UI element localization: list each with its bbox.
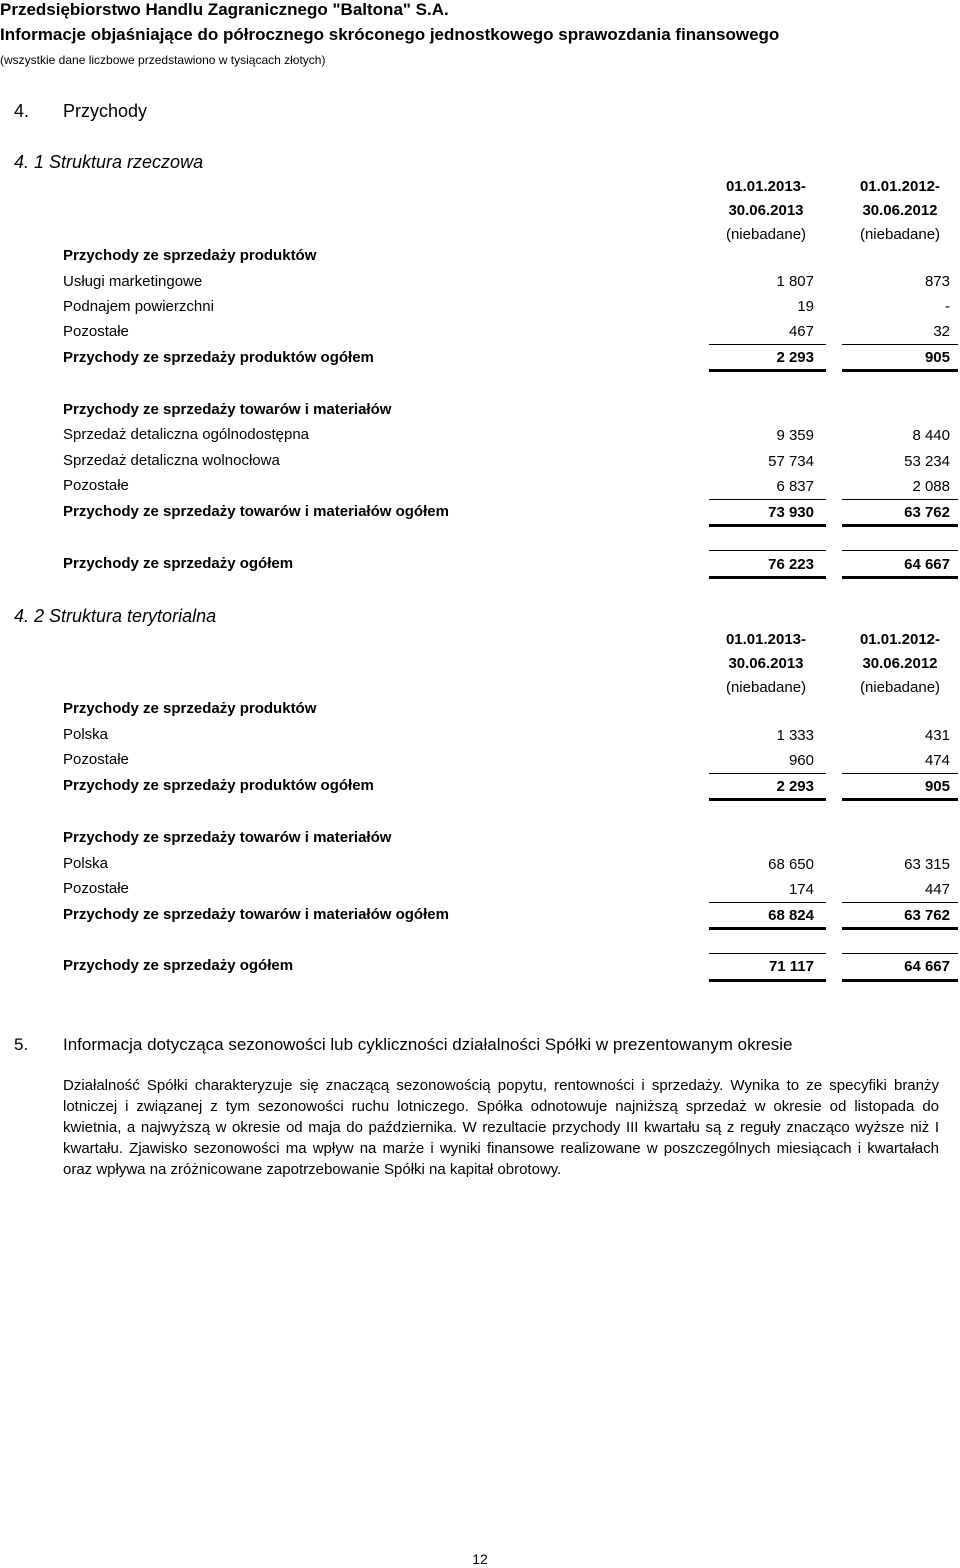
subsection-4-2-title: 4. 2 Struktura terytorialna [14, 606, 217, 626]
column-header-2013-status: (niebadane) [725, 679, 807, 696]
row-label: Polska [63, 726, 109, 743]
row-value-2013: 174 [788, 881, 814, 898]
column-header-2013-status: (niebadane) [725, 226, 807, 243]
section-heading: Przychody ze sprzedaży produktów [63, 700, 317, 717]
row-label: Polska [63, 855, 109, 872]
column-header-2012-status: (niebadane) [859, 226, 941, 243]
row-value-2013: 57 734 [768, 453, 814, 470]
column-header-2012-to: 30.06.2012 [862, 655, 938, 672]
total-label: Przychody ze sprzedaży produktów ogółem [63, 777, 374, 794]
section-heading: Przychody ze sprzedaży towarów i materiałów [63, 829, 392, 846]
row-label: Pozostałe [63, 323, 129, 340]
row-value-2012: 873 [924, 273, 950, 290]
total-value-2012: 63 762 [904, 907, 950, 924]
total-rule [709, 524, 826, 527]
section-4-title: Przychody [63, 101, 148, 121]
column-header-2012 [840, 175, 960, 247]
subtotal-rule [842, 773, 958, 774]
column-header-2013-from: 01.01.2013- [725, 178, 807, 195]
total-rule [842, 798, 958, 801]
column-header-2013-to: 30.06.2013 [728, 202, 804, 219]
section-5-number: 5. [14, 1035, 29, 1054]
row-label: Pozostałe [63, 751, 129, 768]
seasonality-paragraph: Działalność Spółki charakteryzuje się znaczącą sezonowością popytu, rentowności i sprzedaży. Wynika to ze specyfiki branży lotniczej i związanej z tym sezonowości ruchu lotniczego. Spółka odnotowuje najniższą sprzedaż w okresie od listopada do kwietnia, a najwyższą w okresie od maja do października. W rezultacie przychody III kwartału są z reguły znacząco wyższe niż I kwartału. Zjawisko sezonowości ma wpływ na marże i wyniki finansowe realizowane w poszczególnych miesiącach i kwartałach oraz wpływa na zróżnicowane zapotrzebowanie Spółki na kapitał obrotowy. [63, 1077, 939, 1178]
column-header-2013-from: 01.01.2013- [725, 631, 807, 648]
row-value-2013: 1 807 [776, 273, 814, 290]
subtotal-rule [842, 344, 958, 345]
grand-total-top-rule [709, 953, 826, 954]
row-label: Sprzedaż detaliczna wolnocłowa [63, 452, 280, 469]
grand-total-label: Przychody ze sprzedaży ogółem [63, 555, 294, 572]
section-4-number: 4. [14, 101, 30, 121]
row-value-2012: 63 315 [904, 856, 950, 873]
column-header-2012 [840, 628, 960, 700]
row-value-2012: 447 [924, 881, 950, 898]
total-value-2012: 905 [924, 778, 950, 795]
total-value-2013: 2 293 [776, 349, 814, 366]
company-name: Przedsiębiorstwo Handlu Zagranicznego "Baltona" S.A. [0, 0, 449, 19]
total-rule [842, 927, 958, 930]
column-header-2013 [706, 175, 826, 247]
total-rule [842, 524, 958, 527]
row-label: Pozostałe [63, 477, 129, 494]
grand-total-top-rule [842, 550, 958, 551]
column-header-2013 [706, 628, 826, 700]
row-value-2013: 68 650 [768, 856, 814, 873]
column-header-2012-from: 01.01.2012- [859, 178, 941, 195]
subsection-4-1-title: 4. 1 Struktura rzeczowa [14, 152, 204, 172]
units-note: (wszystkie dane liczbowe przedstawiono w tysiącach złotych) [0, 53, 326, 67]
row-value-2012: - [945, 298, 950, 315]
column-header-2012-to: 30.06.2012 [862, 202, 938, 219]
subtotal-rule [842, 902, 958, 903]
total-value-2013: 73 930 [768, 504, 814, 521]
grand-total-rule [842, 576, 958, 579]
subtotal-rule [709, 344, 826, 345]
total-rule [709, 369, 826, 372]
row-label: Usługi marketingowe [63, 273, 203, 290]
total-rule [709, 927, 826, 930]
subtotal-rule [709, 902, 826, 903]
column-header-2013-to: 30.06.2013 [728, 655, 804, 672]
row-value-2013: 6 837 [776, 478, 814, 495]
row-value-2012: 53 234 [904, 453, 950, 470]
row-value-2013: 467 [788, 323, 814, 340]
row-label: Pozostałe [63, 880, 129, 897]
row-label: Podnajem powierzchni [63, 298, 214, 315]
subtotal-rule [842, 499, 958, 500]
grand-total-value-2013: 71 117 [768, 958, 814, 975]
row-value-2012: 474 [924, 752, 950, 769]
section-heading: Przychody ze sprzedaży towarów i materiałów [63, 401, 392, 418]
total-rule [709, 798, 826, 801]
row-value-2013: 19 [797, 298, 814, 315]
row-value-2013: 960 [788, 752, 814, 769]
subtotal-rule [709, 773, 826, 774]
section-heading: Przychody ze sprzedaży produktów [63, 247, 317, 264]
column-header-2012-status: (niebadane) [859, 679, 941, 696]
total-value-2013: 68 824 [768, 907, 814, 924]
total-rule [842, 369, 958, 372]
subtotal-rule [709, 499, 826, 500]
page-number: 12 [472, 1551, 488, 1567]
grand-total-rule [709, 979, 826, 982]
grand-total-top-rule [709, 550, 826, 551]
grand-total-label: Przychody ze sprzedaży ogółem [63, 957, 294, 974]
row-label: Sprzedaż detaliczna ogólnodostępna [63, 426, 310, 443]
row-value-2012: 2 088 [912, 478, 950, 495]
grand-total-value-2012: 64 667 [904, 556, 950, 573]
grand-total-rule [709, 576, 826, 579]
row-value-2013: 9 359 [776, 427, 814, 444]
total-value-2012: 905 [924, 349, 950, 366]
total-label: Przychody ze sprzedaży towarów i materiałów ogółem [63, 906, 449, 923]
total-value-2013: 2 293 [776, 778, 814, 795]
total-label: Przychody ze sprzedaży produktów ogółem [63, 349, 374, 366]
section-5-title: Informacja dotycząca sezonowości lub cykliczności działalności Spółki w prezentowanym okresie [63, 1035, 793, 1054]
column-header-2012-from: 01.01.2012- [859, 631, 941, 648]
row-value-2013: 1 333 [776, 727, 814, 744]
document-subtitle: Informacje objaśniające do półrocznego skróconego jednostkowego sprawozdania finansowego [0, 25, 780, 44]
row-value-2012: 32 [933, 323, 950, 340]
grand-total-rule [842, 979, 958, 982]
row-value-2012: 431 [924, 727, 950, 744]
row-value-2012: 8 440 [912, 427, 950, 444]
total-value-2012: 63 762 [904, 504, 950, 521]
grand-total-value-2013: 76 223 [768, 556, 814, 573]
grand-total-top-rule [842, 953, 958, 954]
total-label: Przychody ze sprzedaży towarów i materiałów ogółem [63, 503, 449, 520]
grand-total-value-2012: 64 667 [904, 958, 950, 975]
